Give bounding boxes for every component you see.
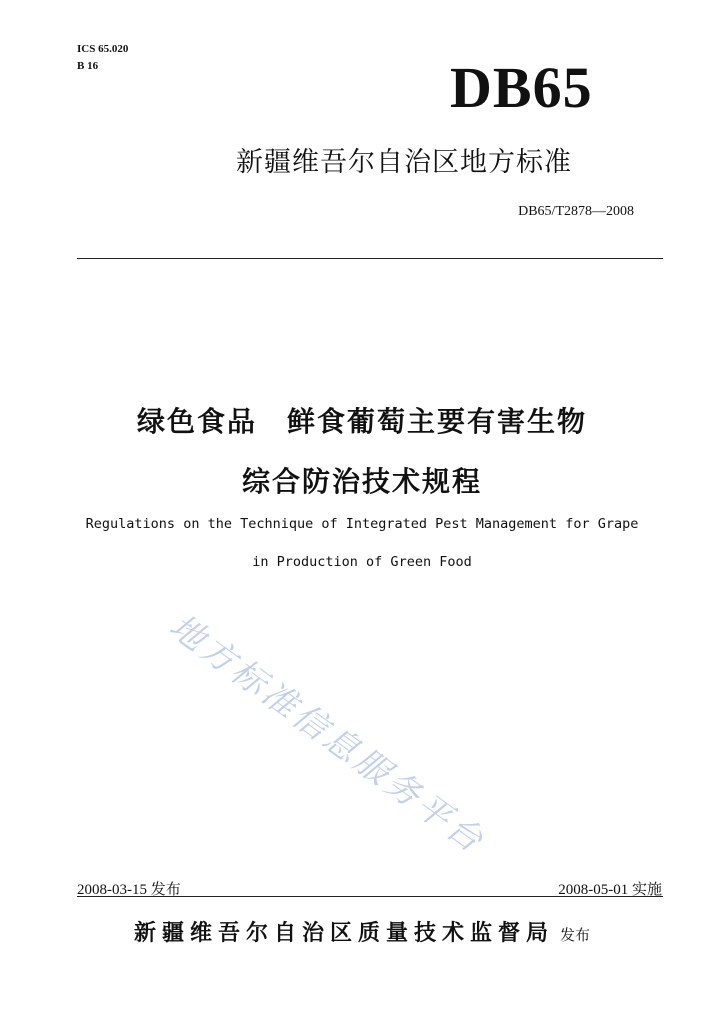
issuer-name: 新疆维吾尔自治区质量技术监督局: [133, 921, 554, 946]
ics-code: ICS 65.020: [77, 43, 129, 55]
standard-type-title: 新疆维吾尔自治区地方标准: [236, 147, 572, 178]
standard-number: DB65/T2878—2008: [518, 204, 634, 219]
issue-date: 2008-03-15 发布: [77, 882, 181, 898]
title-cn-line1: 绿色食品 鲜食葡萄主要有害生物: [136, 405, 587, 438]
footer-divider: [77, 896, 663, 897]
issued-label: 发布: [560, 926, 591, 944]
issuer-line: [0, 916, 724, 947]
ccs-code: B 16: [77, 60, 99, 72]
title-en-line1: Regulations on the Technique of Integrated Pest Management for Grape: [85, 516, 639, 532]
title-en-line2: in Production of Green Food: [252, 554, 472, 570]
watermark: 地方标准信息服务平台: [161, 606, 493, 863]
header-divider: [77, 258, 663, 259]
title-cn-line2: 综合防治技术规程: [241, 465, 482, 498]
implementation-date: 2008-05-01 实施: [558, 882, 662, 898]
standard-logo: DB65: [450, 55, 593, 120]
